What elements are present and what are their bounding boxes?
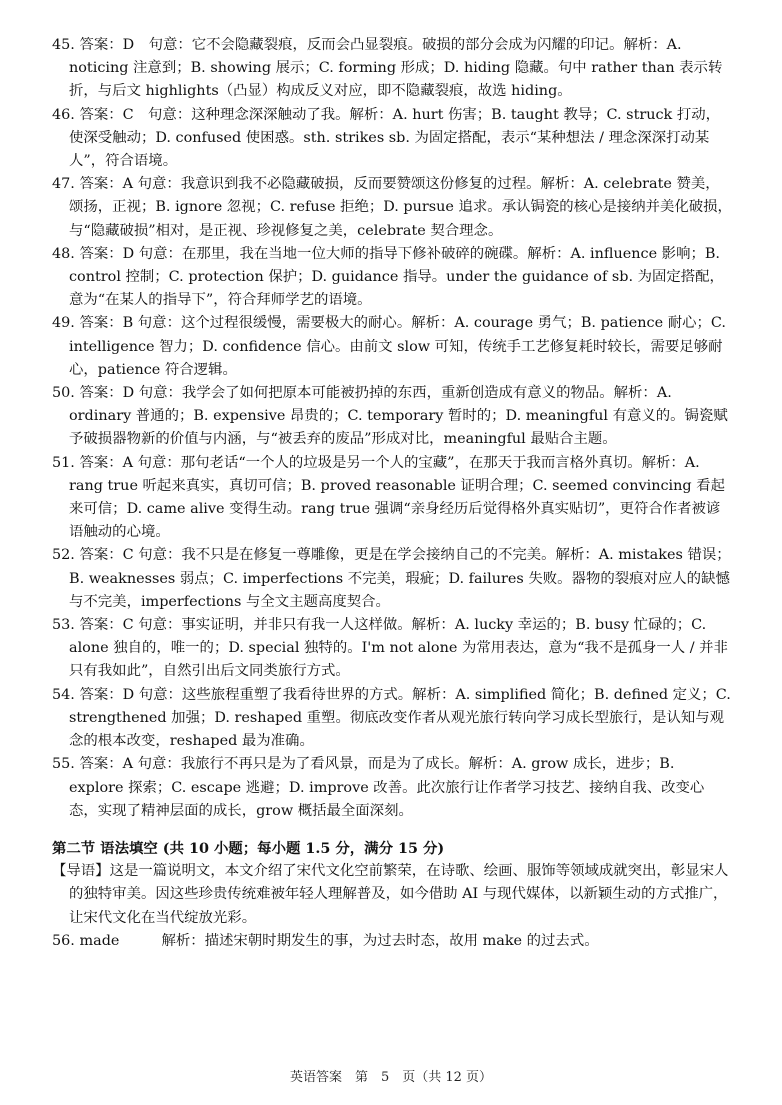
item-number: 50. — [52, 385, 75, 402]
guide-paragraph — [52, 860, 732, 930]
answer-item-45 — [52, 34, 732, 104]
item-number: 51. — [52, 454, 75, 471]
item-text: 解析：描述宋朝时期发生的事，为过去时态，故用 make 的过去式。 — [161, 932, 599, 949]
item-number: 48. — [52, 245, 75, 262]
item-number: 53. — [52, 617, 75, 634]
item-text: 答案：A 句意：我意识到我不必隐藏破损，反而要赞颂这份修复的过程。解析：A. celebrate 赞美，颂扬，正视；B. ignore 忽视；C. refuse 拒绝；D. pursue 追求。承认锔瓷的核心是接纳并美化破损，与“隐藏破损”相对，是正视、珍视修复之美，celebrate 契合理念。 — [69, 176, 732, 239]
item-number: 55. — [52, 756, 75, 773]
page-footer: 英语答案 第 5 页（共 12 页） — [289, 1070, 493, 1085]
item-number: 46. — [52, 106, 75, 123]
item-text: 答案：C 句意：这种理念深深触动了我。解析：A. hurt 伤害；B. taught 教导；C. struck 打动，使深受触动；D. confused 使困惑。sth. strikes sb. 为固定搭配，表示“某种想法 / 理念深深打动某人”，符合语境。 — [69, 106, 721, 170]
answer-item-53 — [52, 614, 732, 684]
answer-item-46 — [52, 104, 732, 174]
item-text: 答案：A 句意：我旅行不再只是为了看风景，而是为了成长。解析：A. grow 成长，进步；B. explore 探索；C. escape 逃避；D. improve 改善。此次旅行让作者学习技艺、接纳自我、改变心态，实现了精神层面的成长，grow 概括最全面深刻。 — [69, 756, 705, 819]
answer-item-49 — [52, 312, 732, 382]
item-number: 56. — [52, 932, 75, 949]
answer-item-50 — [52, 382, 732, 452]
item-number: 47. — [52, 176, 75, 193]
guide-label: 【导语】 — [52, 863, 110, 880]
item-text: 答案：D 句意：这些旅程重塑了我看待世界的方式。解析：A. simplified 简化；B. defined 定义；C. strengthened 加强；D. reshaped 重塑。彻底改变作者从观光旅行转向学习成长型旅行，是认知与观念的根本改变，reshaped 最为准确。 — [69, 686, 731, 750]
item-number: 45. — [52, 37, 75, 53]
item-text: 答案：D 句意：我学会了如何把原本可能被扔掉的东西，重新创造成有意义的物品。解析：A. ordinary 普通的；B. expensive 昂贵的；C. temporary 暂时的；D. meaningful 有意义的。锔瓷赋予破损器物新的价值与内涵，与“被丢弃的废品”形成对比，meaningful 最贴合主题。 — [69, 385, 728, 448]
answer-item-55 — [52, 753, 732, 823]
item-answer: made — [79, 932, 120, 949]
answer-item-47 — [52, 173, 732, 243]
item-number: 52. — [52, 547, 75, 564]
section-spacer — [52, 823, 732, 837]
item-text: 答案：D 句意：它不会隐藏裂痕，反而会凸显裂痕。破损的部分会成为闪耀的印记。解析：A. noticing 注意到；B. showing 展示；C. forming 形成；D. hiding 隐藏。句中 rather than 表示转折，与后文 highlights（凸显）构成反义对应，即不隐藏裂痕，故选 hiding。 — [69, 37, 723, 100]
answer-item-51 — [52, 452, 732, 545]
answer-item-52 — [52, 544, 732, 614]
answer-item-48 — [52, 243, 732, 313]
guide-text: 这是一篇说明文，本文介绍了宋代文化空前繁荣，在诗歌、绘画、服饰等领域成就突出，彰显宋人的独特审美。因这些珍贵传统难被年轻人理解普及，如今借助 AI 与现代媒体，以新颖生动的方式推广，让宋代文化在当代绽放光彩。 — [69, 863, 729, 926]
answer-content — [52, 34, 732, 953]
item-text: 答案：C 句意：我不只是在修复一尊雕像，更是在学会接纳自己的不完美。解析：A. mistakes 错误；B. weaknesses 弱点；C. imperfections 不完美，瑕疵；D. failures 失败。器物的裂痕对应人的缺憾与不完美，imperfections 与全文主题高度契合。 — [69, 547, 731, 610]
answer-item-54 — [52, 684, 732, 754]
item-text: 答案：B 句意：这个过程很缓慢，需要极大的耐心。解析：A. courage 勇气；B. patience 耐心；C. intelligence 智力；D. confidence 信心。由前文 slow 可知，传统手工艺修复耗时较长，需要足够耐心，patience 符合逻辑。 — [69, 315, 726, 378]
item-text: 答案：D 句意：在那里，我在当地一位大师的指导下修补破碎的碗碟。解析：A. influence 影响；B. control 控制；C. protection 保护；D. guidance 指导。under the guidance of sb. 为固定搭配，意为“在某人的指导下”，符合拜师学艺的语境。 — [69, 245, 724, 309]
item-number: 49. — [52, 315, 75, 332]
section-title: 第二节 语法填空 (共 10 小题；每小题 1.5 分，满分 15 分) — [52, 839, 445, 857]
item-number: 54. — [52, 686, 75, 703]
item-text: 答案：C 句意：事实证明，并非只有我一人这样做。解析：A. lucky 幸运的；B. busy 忙碌的；C. alone 独自的，唯一的；D. special 独特的。I'm not alone 为常用表达，意为“我不是孤身一人 / 并非只有我如此”，自然引出后文同类旅行方式。 — [69, 617, 728, 680]
item-text: 答案：A 句意：那句老话“一个人的垃圾是另一个人的宝藏”，在那天于我而言格外真切。解析：A. rang true 听起来真实，真切可信；B. proved reasonable 证明合理；C. seemed convincing 看起来可信；D. came alive 变得生动。rang true 强调“亲身经历后觉得格外真实贴切”，更符合作者被谚语触动的心境。 — [69, 454, 725, 541]
answer-item-56 — [52, 930, 732, 953]
